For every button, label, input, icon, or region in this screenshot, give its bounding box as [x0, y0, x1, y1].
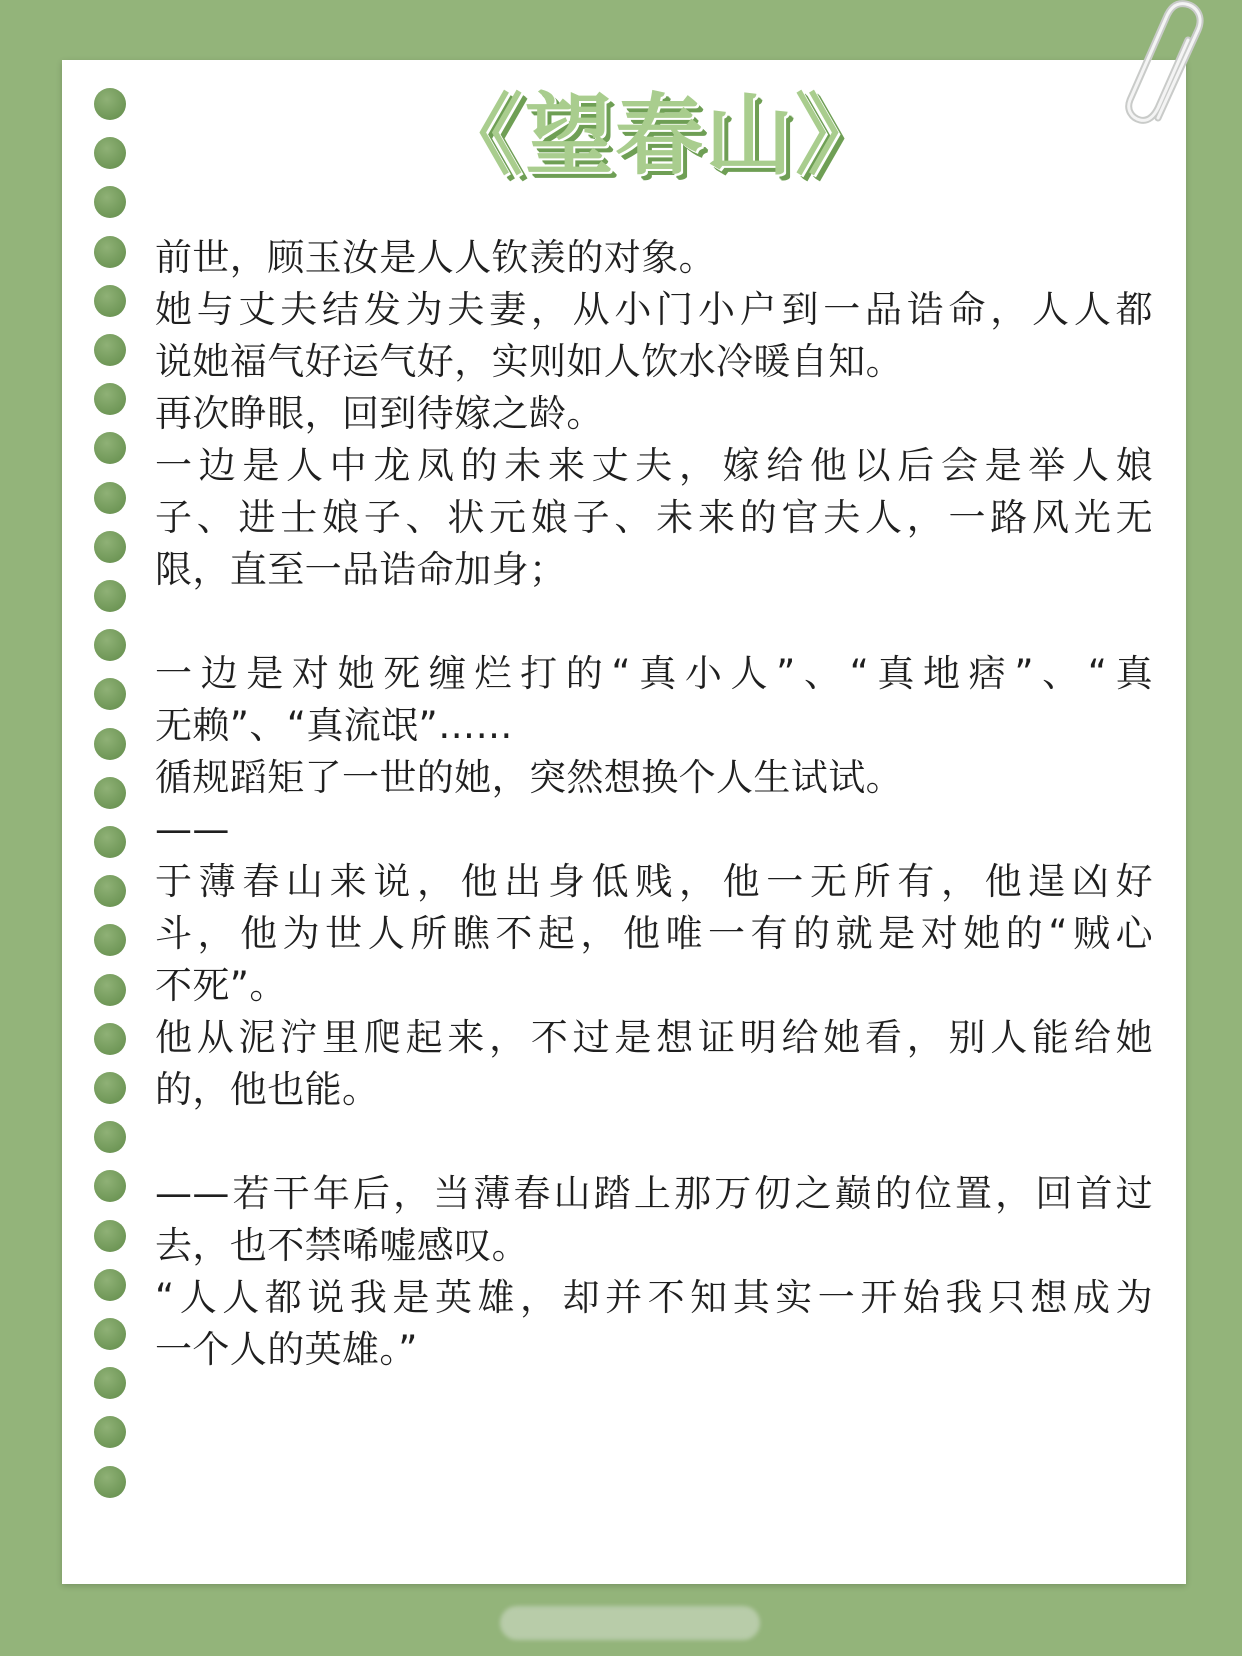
binder-hole: [94, 285, 126, 317]
binder-hole: [94, 1269, 126, 1301]
binder-hole: [94, 678, 126, 710]
text-line: 于薄春山来说，他出身低贱，他一无所有，他逞凶好: [155, 860, 1153, 903]
binder-hole: [94, 334, 126, 366]
text-line: 子、进士娘子、状元娘子、未来的官夫人，一路风光无: [155, 496, 1153, 539]
binder-hole: [94, 137, 126, 169]
binder-holes: [94, 88, 128, 1568]
binder-hole: [94, 1220, 126, 1252]
text-line: 限，直至一品诰命加身；: [155, 548, 567, 591]
text-line: 无赖”、“真流氓”……: [155, 704, 513, 747]
binder-hole: [94, 88, 126, 120]
text-line: [155, 1116, 1153, 1168]
text-line: “人人都说我是英雄，却并不知其实一开始我只想成为: [155, 1276, 1153, 1319]
binder-hole: [94, 875, 126, 907]
text-line: 去，也不禁唏嘘感叹。: [155, 1224, 529, 1267]
text-line: ——: [155, 808, 230, 851]
binder-hole: [94, 236, 126, 268]
page-title: 《望春山》: [434, 84, 885, 187]
binder-hole: [94, 1170, 126, 1202]
binder-hole: [94, 531, 126, 563]
binder-hole: [94, 1023, 126, 1055]
binder-hole: [94, 924, 126, 956]
text-line: 再次睁眼，回到待嫁之龄。: [155, 392, 604, 435]
binder-hole: [94, 1318, 126, 1350]
binder-hole: [94, 728, 126, 760]
text-line: [155, 596, 1153, 648]
body-text: [155, 232, 1153, 1376]
binder-hole: [94, 974, 126, 1006]
binder-hole: [94, 629, 126, 661]
binder-hole: [94, 186, 126, 218]
binder-hole: [94, 482, 126, 514]
binder-hole: [94, 383, 126, 415]
text-line: 一个人的英雄。”: [155, 1328, 418, 1371]
text-line: 斗，他为世人所瞧不起，他唯一有的就是对她的“贼心: [155, 912, 1153, 955]
binder-hole: [94, 777, 126, 809]
paperclip-icon: [1100, 0, 1210, 140]
text-line: 循规蹈矩了一世的她，突然想换个人生试试。: [155, 756, 903, 799]
text-line: 一边是人中龙凤的未来丈夫，嫁给他以后会是举人娘: [155, 444, 1153, 487]
binder-hole: [94, 432, 126, 464]
text-line: 他从泥泞里爬起来，不过是想证明给她看，别人能给她: [155, 1016, 1153, 1059]
binder-hole: [94, 1121, 126, 1153]
text-line: 说她福气好运气好，实则如人饮水冷暖自知。: [155, 340, 903, 383]
watermark: [500, 1606, 760, 1640]
binder-hole: [94, 826, 126, 858]
text-line: 不死”。: [155, 964, 287, 1007]
binder-hole: [94, 1416, 126, 1448]
text-line: 她与丈夫结发为夫妻，从小门小户到一品诰命，人人都: [155, 288, 1153, 331]
binder-hole: [94, 580, 126, 612]
text-line: 前世，顾玉汝是人人钦羡的对象。: [155, 236, 716, 279]
binder-hole: [94, 1072, 126, 1104]
text-line: ——若干年后，当薄春山踏上那万仞之巅的位置，回首过: [155, 1172, 1153, 1215]
binder-hole: [94, 1367, 126, 1399]
binder-hole: [94, 1466, 126, 1498]
text-line: 一边是对她死缠烂打的“真小人”、“真地痞”、“真: [155, 652, 1153, 695]
text-line: 的，他也能。: [155, 1068, 380, 1111]
